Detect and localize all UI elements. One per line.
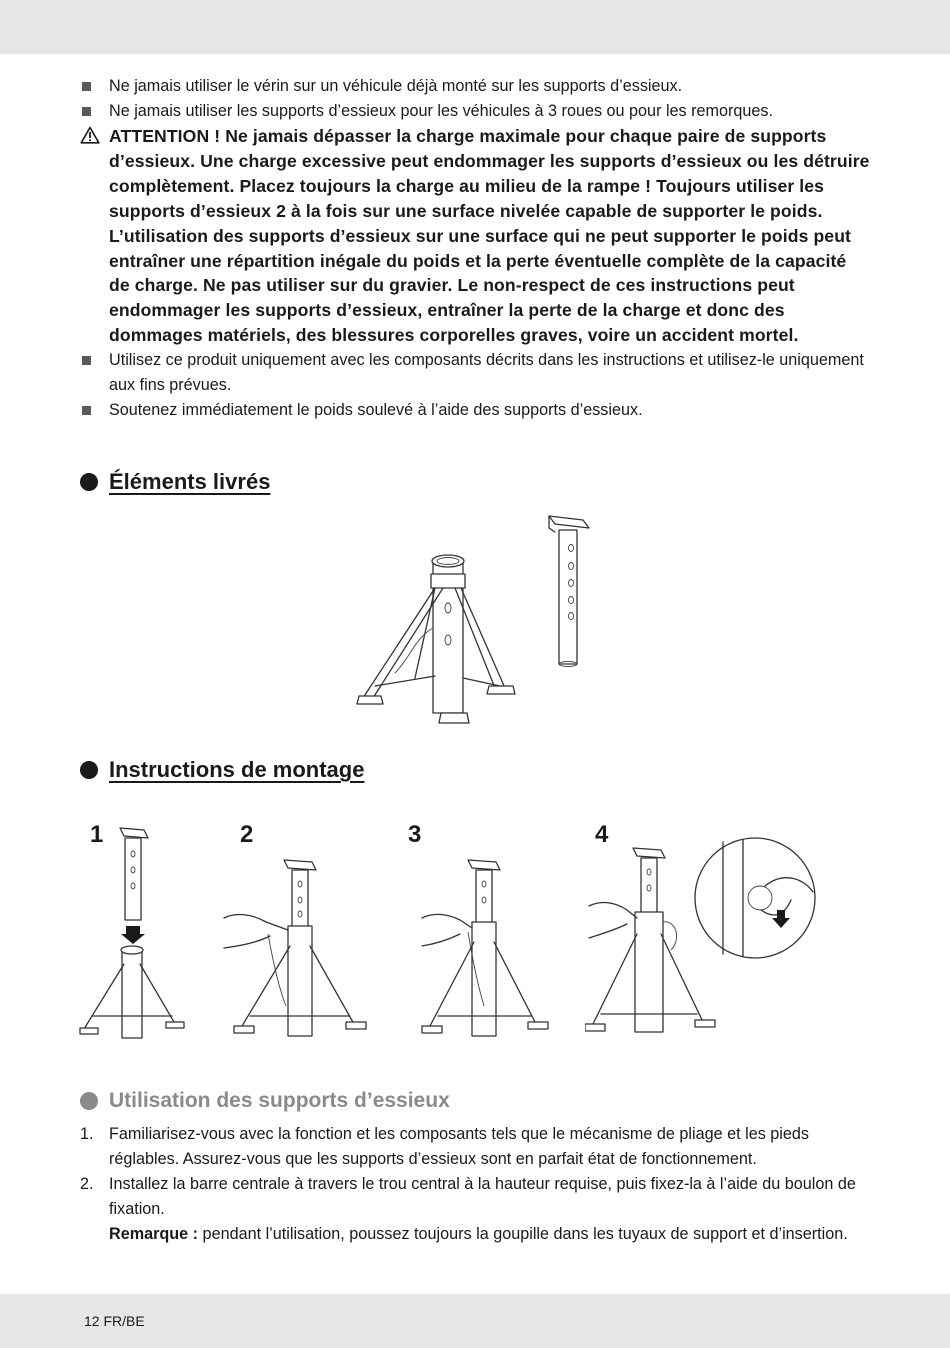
step-number-4: 4 [595, 821, 609, 848]
list-item: Soutenez immédiatement le poids soulevé à l’aide des supports d’essieux. [80, 398, 870, 423]
remark-label: Remarque : [109, 1225, 199, 1243]
section-usage-heading: Utilisation des supports d’essieux [80, 1089, 450, 1113]
center-column-drawing [549, 516, 589, 667]
safety-notes [80, 74, 870, 423]
square-bullet-icon [82, 406, 91, 415]
hand-drawing [224, 915, 288, 930]
step-2-illustration [222, 856, 372, 1041]
square-bullet-icon [82, 107, 91, 116]
page-footer [84, 1313, 145, 1329]
list-item: Ne jamais utiliser les supports d’essieux pour les véhicules à 3 roues ou pour les remorques. [80, 99, 870, 124]
bullet-dot-icon [80, 473, 98, 491]
step-4-illustration [585, 830, 875, 1045]
list-item: Utilisez ce produit uniquement avec les composants décrits dans les instructions et utilisez-le uniquement aux fins prévues. [80, 348, 870, 398]
step-1-illustration [78, 824, 188, 1044]
bullet-dot-icon [80, 761, 98, 779]
square-bullet-icon [82, 82, 91, 91]
section-delivered-heading: Éléments livrés [80, 469, 270, 495]
square-bullet-icon [82, 356, 91, 365]
header-band [0, 0, 950, 54]
warning-triangle-icon [80, 126, 100, 144]
list-item: 1. Familiarisez-vous avec la fonction et les composants tels que le mécanisme de pliage et les pieds réglables. Assurez-vous que les supports d’essieux sont en parfait état de fonctionnement. [80, 1125, 810, 1168]
usage-steps [80, 1122, 870, 1247]
step-number-3: 3 [408, 821, 422, 848]
arrow-down-icon [121, 926, 145, 944]
step-3-illustration [420, 856, 550, 1041]
detail-zoom-drawing [695, 838, 815, 958]
locale-label: FR/BE [103, 1313, 145, 1329]
step-number-1: 1 [90, 821, 104, 848]
delivered-items-illustration [355, 508, 595, 736]
axle-stand-drawing [357, 555, 515, 723]
bullet-dot-icon [80, 1092, 98, 1110]
warning-item: ATTENTION ! Ne jamais dépasser la charge maximale pour chaque paire de supports d’essieux. Une charge excessive peut endommager les supports d’essieux ou les détruire complètement. Placez toujours la charge au milieu de la rampe ! Toujours utiliser les supports d’essieux 2 à la fois sur une surface nivelée capable de supporter le poids. L’utilisation des supports d’essieux sur une surface qui ne peut supporter le poids peut entraîner une répartition inégale du poids et la perte éventuelle complète de la capacité de charge. Ne pas utiliser sur du gravier. Le non-respect de ces instructions peut endommager les supports d’essieux, entraîner la perte de la charge et donc des dommages matériels, des blessures corporelles graves, voire un accident mortel. [80, 124, 870, 348]
remark-text: pendant l’utilisation, poussez toujours la goupille dans les tuyaux de support et d’insertion. [198, 1225, 848, 1243]
list-item: 2. Installez la barre centrale à travers le trou central à la hauteur requise, puis fixez-la à l’aide du boulon de fixation. Remarque : pendant l’utilisation, poussez toujours la goupille dans les tuyaux de support et d’insertion. [80, 1175, 856, 1243]
section-assembly-heading: Instructions de montage [80, 757, 364, 783]
list-item: Ne jamais utiliser le vérin sur un véhicule déjà monté sur les supports d’essieux. [80, 74, 870, 99]
page-number: 12 [84, 1313, 100, 1329]
step-number-2: 2 [240, 821, 254, 848]
